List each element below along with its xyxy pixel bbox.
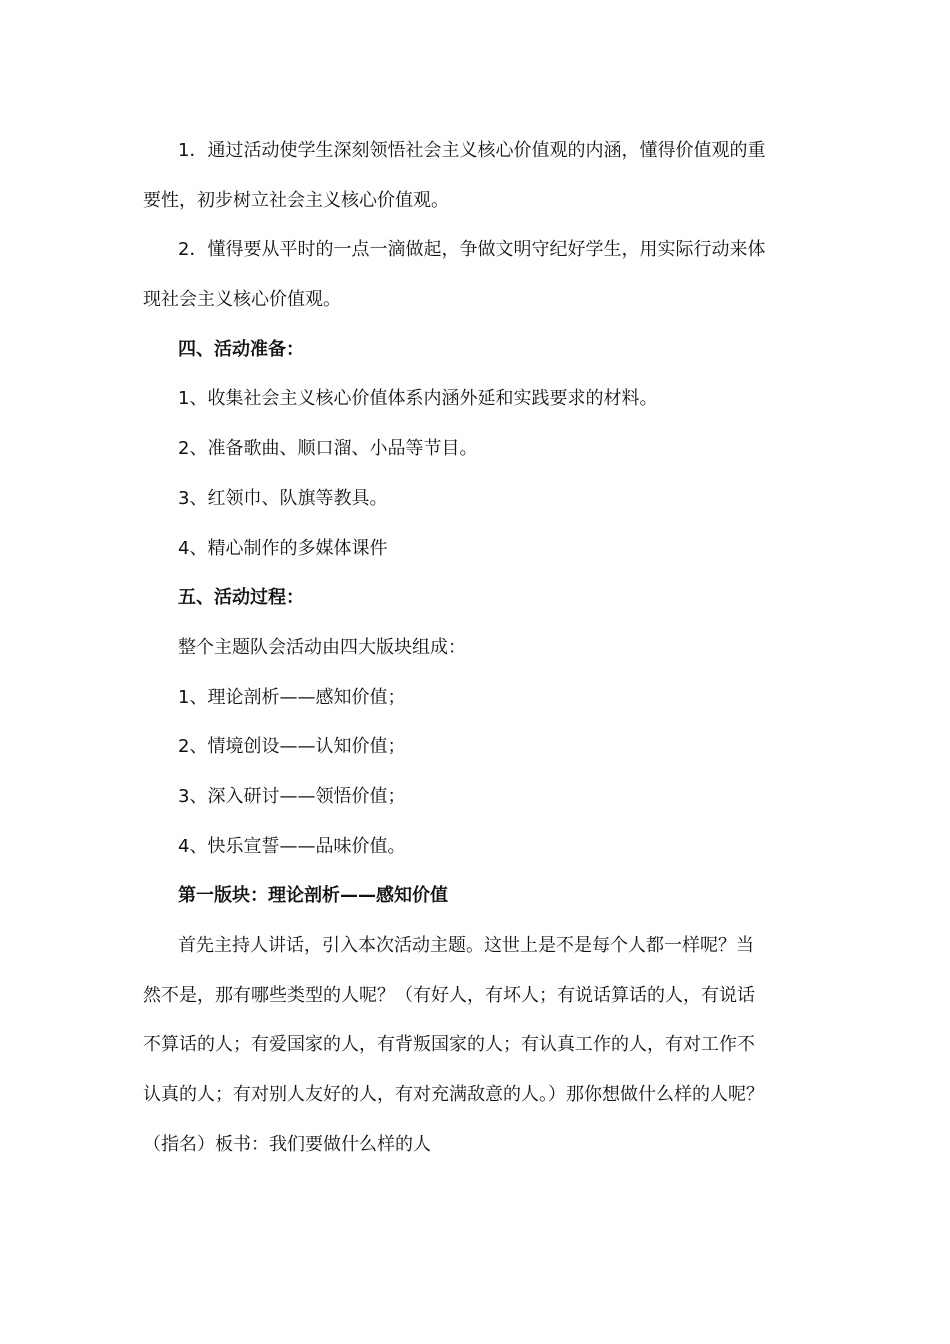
list-item-prep-4: 4、精心制作的多媒体课件	[178, 537, 388, 559]
list-item-module-2: 2、情境创设——认知价值；	[178, 736, 406, 758]
list-item-prep-2: 2、准备歌曲、顺口溜、小品等节目。	[178, 438, 478, 460]
paragraph-process-intro: 整个主题队会活动由四大版块组成：	[178, 636, 466, 658]
paragraph-line-goal-2-cont: 现社会主义核心价值观。	[143, 289, 341, 311]
paragraph-line-goal-1: 1．通过活动使学生深刻领悟社会主义核心价值观的内涵，懂得价值观的重	[178, 140, 766, 161]
subsection-heading-module-1: 第一版块：理论剖析——感知价值	[178, 885, 448, 907]
list-item-prep-3: 3、红领巾、队旗等教具。	[178, 487, 388, 509]
paragraph-line-host-2: 然不是，那有哪些类型的人呢？（有好人，有坏人；有说话算话的人，有说话	[143, 984, 755, 1006]
paragraph-line-host-5: （指名）板书：我们要做什么样的人	[143, 1133, 431, 1155]
section-heading-process: 五、活动过程：	[178, 587, 304, 609]
section-heading-preparation: 四、活动准备：	[178, 338, 304, 360]
paragraph-line-host-4: 认真的人；有对别人友好的人，有对充满敌意的人。）那你想做什么样的人呢？	[143, 1084, 764, 1106]
paragraph-line-host-3: 不算话的人；有爱国家的人，有背叛国家的人；有认真工作的人，有对工作不	[143, 1034, 755, 1056]
list-item-module-1: 1、理论剖析——感知价值；	[178, 686, 406, 708]
list-item-module-3: 3、深入研讨——领悟价值；	[178, 785, 406, 807]
document-body	[143, 126, 813, 1169]
paragraph-line-goal-1-cont: 要性，初步树立社会主义核心价值观。	[143, 189, 449, 211]
list-item-module-4: 4、快乐宣誓——品味价值。	[178, 835, 406, 857]
paragraph-line-host-1: 首先主持人讲话，引入本次活动主题。这世上是不是每个人都一样呢？当	[178, 935, 754, 956]
list-item-prep-1: 1、收集社会主义核心价值体系内涵外延和实践要求的材料。	[178, 388, 658, 410]
paragraph-line-goal-2: 2．懂得要从平时的一点一滴做起，争做文明守纪好学生，用实际行动来体	[178, 239, 766, 261]
